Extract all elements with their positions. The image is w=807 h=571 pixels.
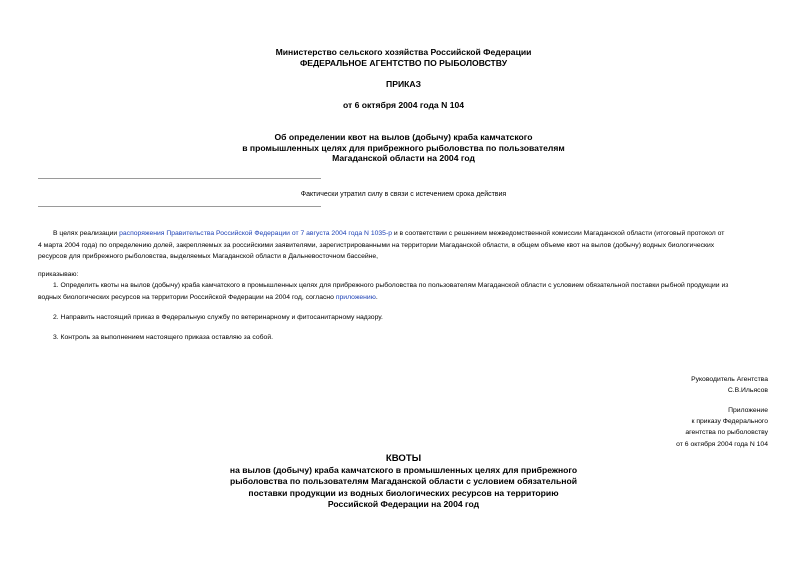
signer-position: Руководитель Агентства [691,376,768,383]
appendix-line: от 6 октября 2004 года N 104 [676,440,768,448]
government-order-link[interactable]: распоряжения Правительства Российской Федерации от 7 августа 2004 года N 1035-р [119,230,392,237]
preamble-text: и в соответствии с решением межведомственной комиссии Магаданской области (итоговый протокол от [391,230,725,237]
doc-type-label: ПРИКАЗ [386,79,421,89]
subject-line: Об определении квот на вылов (добычу) краба камчатского [274,132,533,142]
preamble-line: 4 марта 2004 года) по определению долей, закрепляемых за российскими заявителями, зарегистрированными на территории Магаданской области, в общем объеме квот на вылов (добычу) водных биологических [38,241,715,249]
divider-bottom [38,206,321,207]
order-item-1 [38,280,768,303]
doc-date-label: от 6 октября 2004 года N 104 [342,100,465,110]
appendix-line: агентства по рыболовству [685,429,768,437]
divider-top [38,178,321,179]
doc-subject [0,132,807,164]
subject-line: в промышленных целях для прибрежного рыболовства по пользователям [242,142,565,153]
status-note: Фактически утратил силу в связи с истечением срока действия [300,191,507,198]
appendix-reference [676,405,768,450]
quota-heading: КВОТЫ [385,453,422,464]
ministry-name: Министерство сельского хозяйства Российской Федерации [275,47,532,57]
preamble-text: В целях реализации [53,230,120,237]
quota-title-line: поставки продукции из водных биологических ресурсов на территорию [248,487,559,498]
order-item-3 [38,332,768,344]
appendix-title: Приложение [728,407,768,414]
appendix-line: к приказу Федерального [691,418,768,426]
item-line: 3. Контроль за выполнением настоящего приказа оставляю за собой. [53,334,274,341]
item-text: . [375,293,378,301]
appendix-link[interactable]: приложению [335,293,376,301]
doc-type [0,79,807,90]
order-item-2 [38,312,768,324]
order-word [38,269,768,281]
quota-title-line: на вылов (добычу) краба камчатского в промышленных целях для прибрежного [229,465,578,475]
item-line: 1. Определить квоты на вылов (добычу) краба камчатского в промышленных целях для прибрежного рыболовства по пользователям Магаданской области с условием обязательной поставки рыбной продукции из [53,282,729,289]
preamble-line [38,228,768,240]
item-text: водных биологических ресурсов на территории Российской Федерации на 2004 год, согласно [38,293,336,301]
document-header [0,47,807,68]
quota-title-block [0,453,807,511]
quota-title-line: рыболовства по пользователям Магаданской области с условием обязательной [229,476,578,487]
doc-date [0,100,807,111]
order-word-label: приказываю: [38,271,79,278]
subject-line: Магаданской области на 2004 год [332,153,475,163]
quota-title-line: Российской Федерации на 2004 год [327,499,480,510]
preamble [38,228,768,263]
preamble-line: ресурсов для прибрежного рыболовства, выделяемых Магаданской области в Дальневосточном бассейне, [38,253,379,261]
item-line: 2. Направить настоящий приказ в Федеральную службу по ветеринарному и фитосанитарному надзору. [53,314,383,321]
signer-name: С.В.Ильясов [727,387,768,395]
item-line [38,292,768,304]
agency-name: ФЕДЕРАЛЬНОЕ АГЕНТСТВО ПО РЫБОЛОВСТВУ [299,57,508,68]
signature-block [691,374,768,396]
